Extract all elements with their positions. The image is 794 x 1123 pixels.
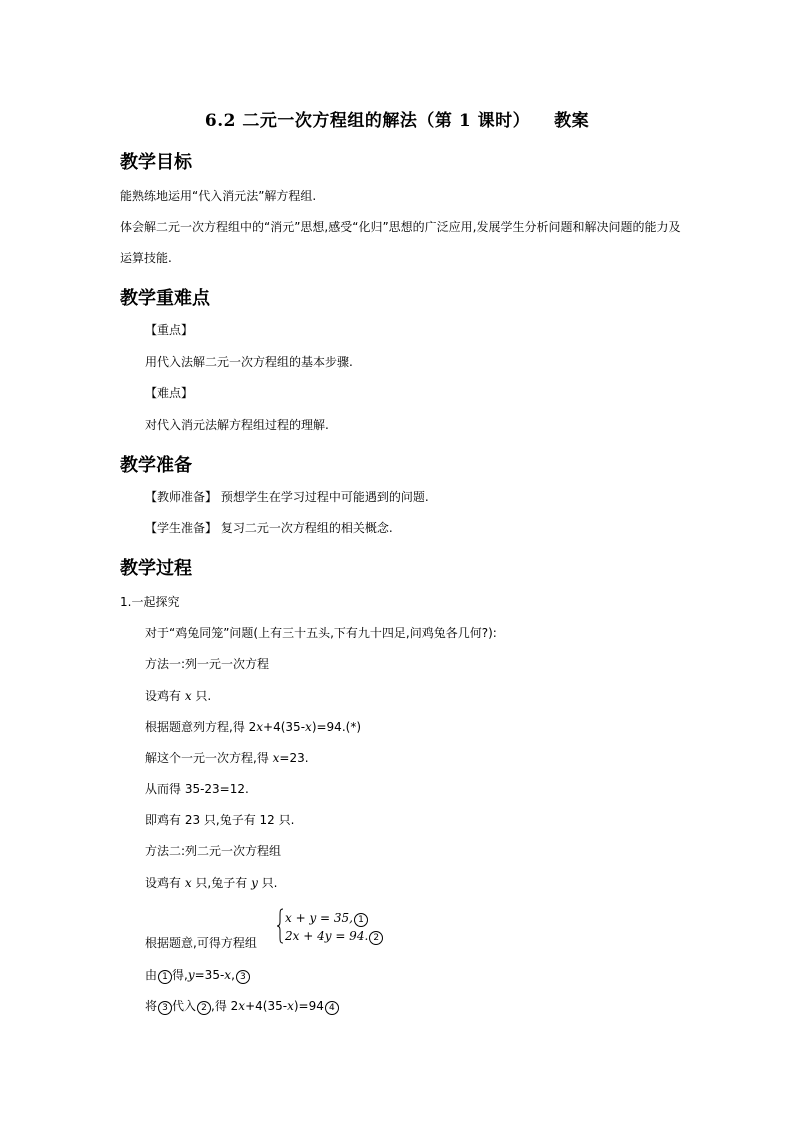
document-title <box>0 106 794 131</box>
system-equation-2: 2x + 4y = 94. 2 <box>285 929 383 945</box>
focus-text: 用代入法解二元一次方程组的基本步骤. <box>145 355 353 369</box>
set-variable-1: 设鸡有 x 只. <box>145 689 212 703</box>
answer-line: 即鸡有 23 只,兔子有 12 只. <box>145 813 295 827</box>
left-brace-icon <box>276 908 284 944</box>
set-variable-2: 设鸡有 x 只,兔子有 y 只. <box>145 876 278 890</box>
heading-prep: 教学准备 <box>120 455 192 476</box>
system-equation-1: x + y = 35, 1 <box>285 911 368 927</box>
circled-number-1: 1 <box>354 913 368 927</box>
goal-line-1: 能熟练地运用“代入消元法”解方程组. <box>120 189 317 203</box>
difficulty-label: 【难点】 <box>145 386 194 400</box>
from-equation-1: 由 1 得,y=35-x, 3 <box>145 967 250 984</box>
heading-process: 教学过程 <box>120 558 192 579</box>
difficulty-text: 对代入消元法解方程组过程的理解. <box>145 418 329 432</box>
heading-goals: 教学目标 <box>120 152 192 173</box>
focus-label: 【重点】 <box>145 323 194 337</box>
then-line: 从而得 35-23=12. <box>145 782 249 796</box>
title-main: 6.2 二元一次方程组的解法（第 1 课时） <box>204 111 531 131</box>
title-suffix: 教案 <box>554 111 590 131</box>
substitute-line: 将 3 代入 2 ,得 2x+4(35-x)=94 4 <box>145 998 339 1015</box>
circled-number-3: 3 <box>158 1001 172 1015</box>
circled-number-4: 4 <box>325 1001 339 1015</box>
goal-line-2: 体会解二元一次方程组中的“消元”思想,感受“化归”思想的广泛应用,发展学生分析问题和解决问题的能力及 <box>120 220 681 234</box>
goal-line-3: 运算技能. <box>120 251 172 265</box>
equation-1: 根据题意列方程,得 2x+4(35-x)=94.(*) <box>145 720 361 734</box>
step-1-heading: 1.一起探究 <box>120 595 180 609</box>
solution-1: 解这个一元一次方程,得 x=23. <box>145 751 309 765</box>
heading-keypoints: 教学重难点 <box>120 288 210 309</box>
prep-student: 【学生准备】 复习二元一次方程组的相关概念. <box>145 521 393 535</box>
prep-teacher: 【教师准备】 预想学生在学习过程中可能遇到的问题. <box>145 490 429 504</box>
equation-system <box>276 908 396 948</box>
problem-text: 对于“鸡兔同笼”问题(上有三十五头,下有九十四足,问鸡兔各几何?): <box>145 626 497 640</box>
system-label: 根据题意,可得方程组 <box>145 936 257 950</box>
circled-number-3: 3 <box>236 970 250 984</box>
circled-number-1: 1 <box>158 970 172 984</box>
circled-number-2: 2 <box>369 931 383 945</box>
method-1-heading: 方法一:列一元一次方程 <box>145 657 270 671</box>
circled-number-2: 2 <box>197 1001 211 1015</box>
method-2-heading: 方法二:列二元一次方程组 <box>145 844 282 858</box>
